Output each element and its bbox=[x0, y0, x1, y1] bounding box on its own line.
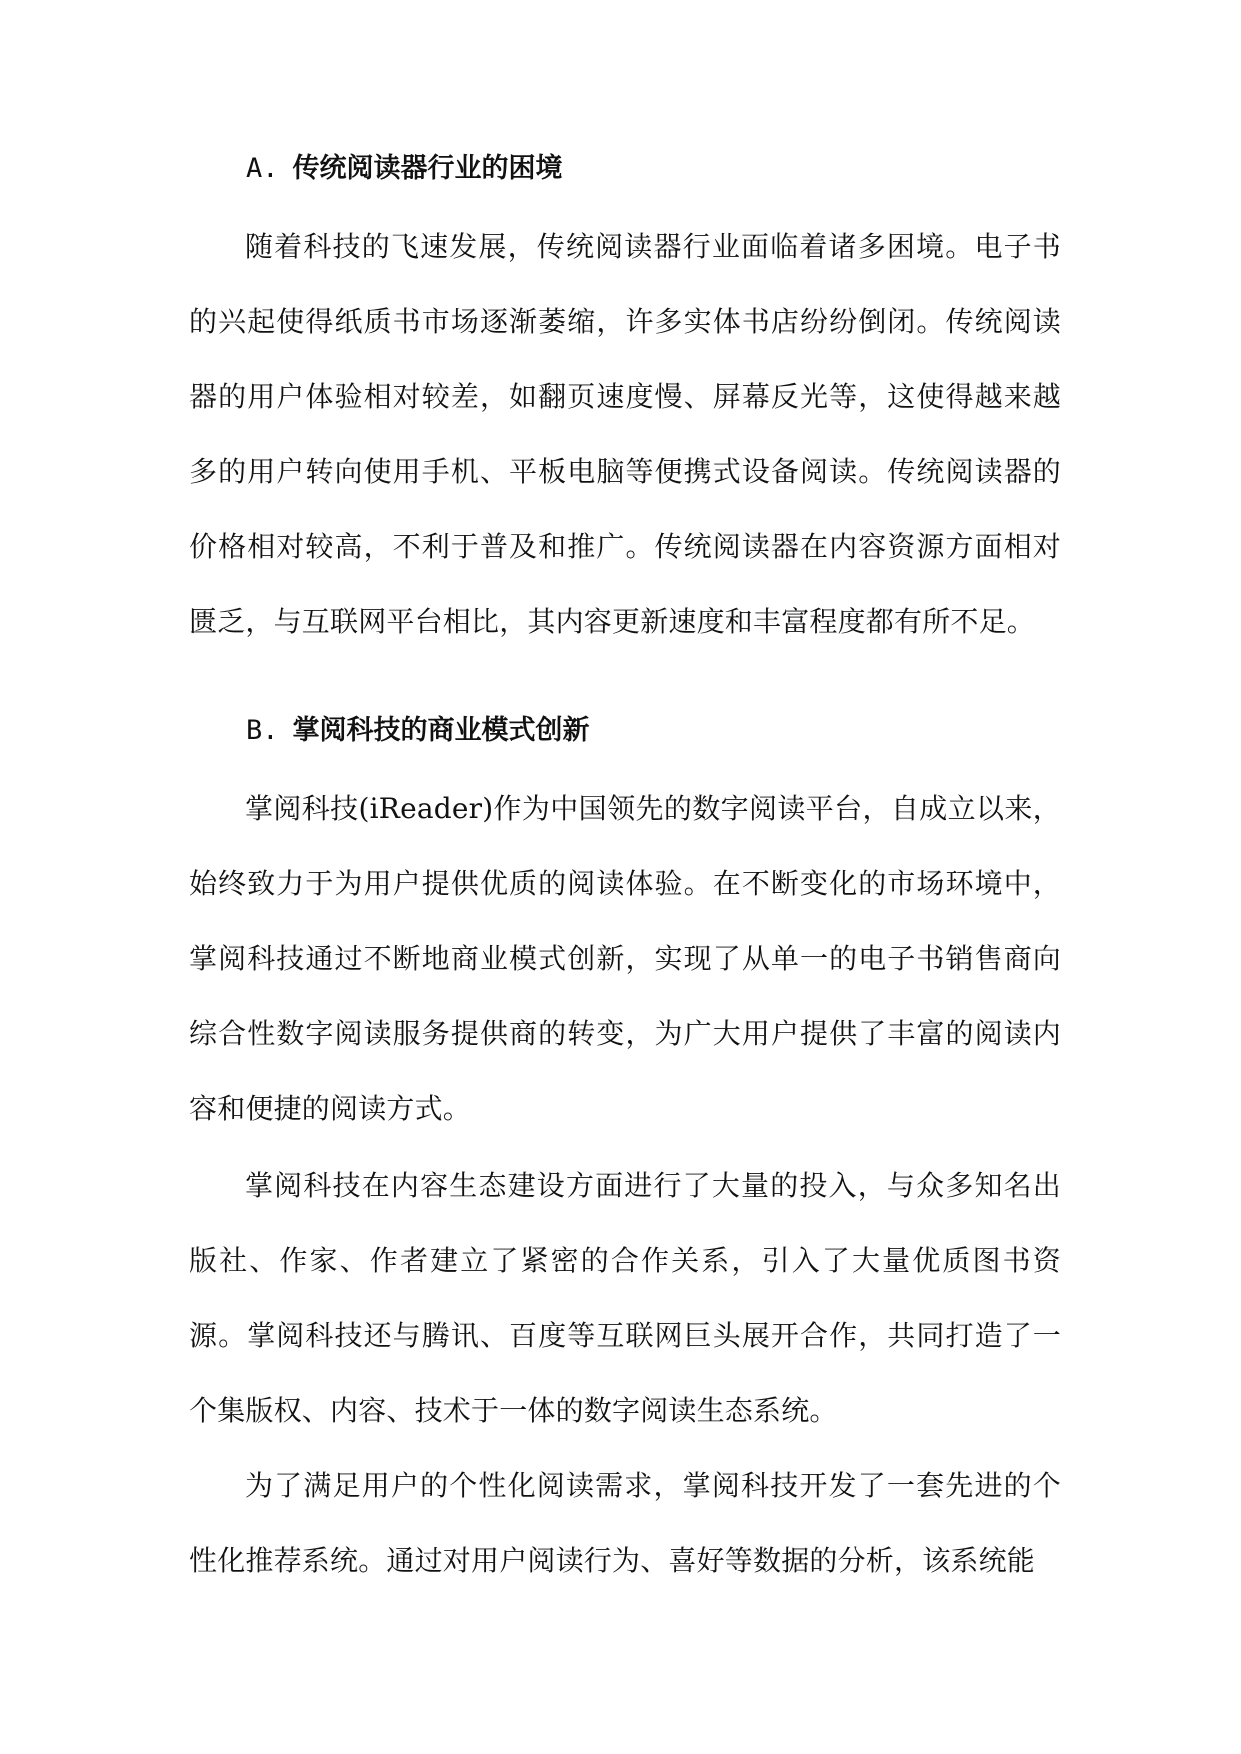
section-letter: B. bbox=[246, 715, 279, 746]
body-paragraph: 掌阅科技(iReader)作为中国领先的数字阅读平台，自成立以来，始终致力于为用户提供优质的阅读体验。在不断变化的市场环境中，掌阅科技通过不断地商业模式创新，实现了从单一的电子书销售商向综合性数字阅读服务提供商的转变，为广大用户提供了丰富的阅读内容和便捷的阅读方式。 bbox=[189, 792, 1061, 1125]
section-heading-b bbox=[246, 717, 590, 744]
body-paragraph: 随着科技的飞速发展，传统阅读器行业面临着诸多困境。电子书的兴起使得纸质书市场逐渐萎缩，许多实体书店纷纷倒闭。传统阅读器的用户体验相对较差，如翻页速度慢、屏幕反光等，这使得越来越多的用户转向使用手机、平板电脑等便携式设备阅读。传统阅读器的价格相对较高，不利于普及和推广。传统阅读器在内容资源方面相对匮乏，与互联网平台相比，其内容更新速度和丰富程度都有所不足。 bbox=[189, 230, 1061, 638]
body-paragraph: 掌阅科技在内容生态建设方面进行了大量的投入，与众多知名出版社、作家、作者建立了紧密的合作关系，引入了大量优质图书资源。掌阅科技还与腾讯、百度等互联网巨头展开合作，共同打造了一个集版权、内容、技术于一体的数字阅读生态系统。 bbox=[189, 1169, 1061, 1427]
section-heading-a bbox=[246, 155, 563, 182]
section-title: 掌阅科技的商业模式创新 bbox=[292, 715, 590, 746]
section-title: 传统阅读器行业的困境 bbox=[292, 153, 563, 184]
body-paragraph: 为了满足用户的个性化阅读需求，掌阅科技开发了一套先进的个性化推荐系统。通过对用户阅读行为、喜好等数据的分析，该系统能 bbox=[189, 1469, 1061, 1577]
section-letter: A. bbox=[246, 153, 279, 184]
